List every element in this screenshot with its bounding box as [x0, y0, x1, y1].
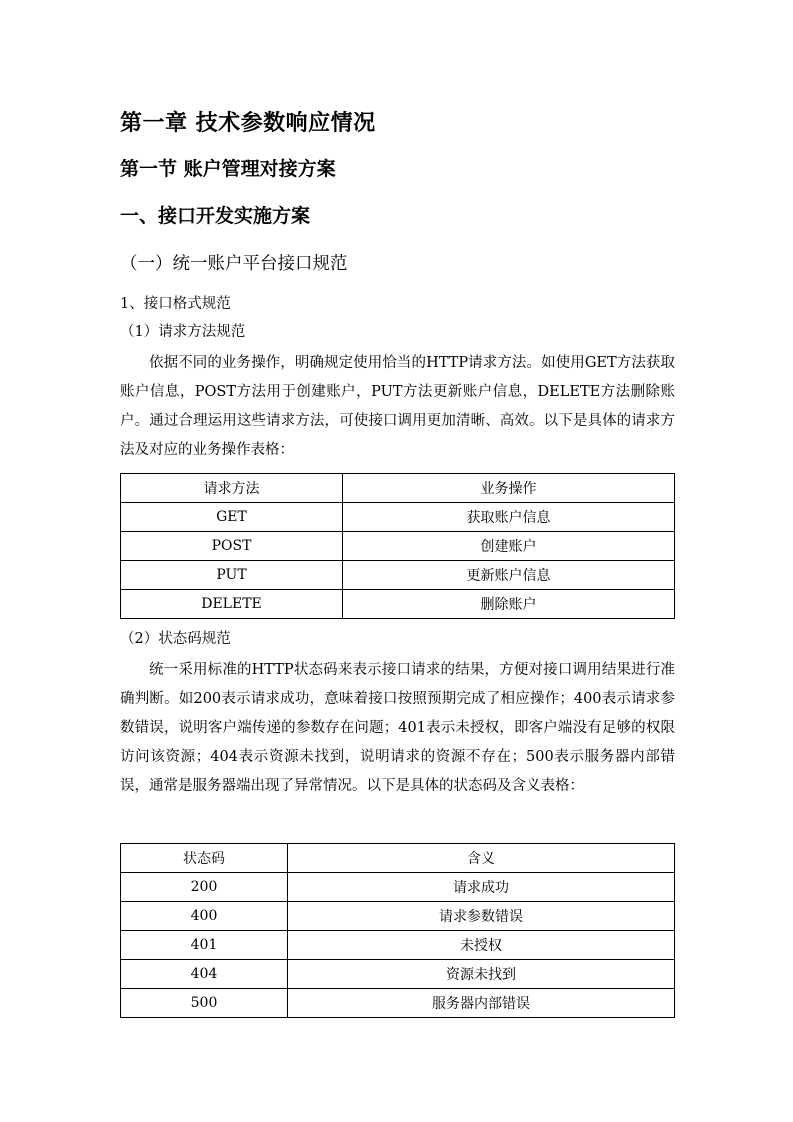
request-method-paragraph: 依据不同的业务操作，明确规定使用恰当的HTTP请求方法。如使用GET方法获取账户信息，POST方法用于创建账户，PUT方法更新账户信息，DELETE方法删除账户。通过合理运用这些请求方法，可使接口调用更加清晰、高效。以下是具体的请求方法及对应的业务操作表格： — [120, 355, 675, 458]
table-header-cell: 请求方法 — [121, 474, 343, 503]
table-row — [121, 931, 675, 960]
table-row — [121, 532, 675, 561]
status-code-heading: （2）状态码规范 — [120, 631, 231, 647]
table-row — [121, 873, 675, 902]
table-cell: 服务器内部错误 — [288, 989, 675, 1018]
subsection-title: 一、接口开发实施方案 — [120, 205, 311, 227]
table-cell: 404 — [121, 960, 288, 989]
table-cell: 401 — [121, 931, 288, 960]
table-cell: GET — [121, 503, 343, 532]
table-cell: 创建账户 — [343, 532, 675, 561]
request-method-table — [120, 473, 675, 619]
table-header-cell: 含义 — [288, 844, 675, 873]
table-row — [121, 989, 675, 1018]
table-row — [121, 960, 675, 989]
table-cell: 删除账户 — [343, 590, 675, 619]
table-cell: DELETE — [121, 590, 343, 619]
table-cell: 未授权 — [288, 931, 675, 960]
table-row — [121, 561, 675, 590]
status-code-paragraph: 统一采用标准的HTTP状态码来表示接口请求的结果，方便对接口调用结果进行准确判断。如200表示请求成功，意味着接口按照预期完成了相应操作；400表示请求参数错误，说明客户端传递的参数存在问题；401表示未授权，即客户端没有足够的权限访问该资源；404表示资源未找到，说明请求的资源不存在；500表示服务器内部错误，通常是服务器端出现了异常情况。以下是具体的状态码及含义表格： — [120, 662, 675, 794]
table-cell: 请求参数错误 — [288, 902, 675, 931]
table-row — [121, 503, 675, 532]
table-cell: PUT — [121, 561, 343, 590]
table-cell: 200 — [121, 873, 288, 902]
status-code-table — [120, 843, 675, 1018]
subsubsection-title: （一）统一账户平台接口规范 — [120, 254, 348, 274]
table-row — [121, 902, 675, 931]
table-cell: 更新账户信息 — [343, 561, 675, 590]
table-header-cell: 业务操作 — [343, 474, 675, 503]
table-header-row — [121, 474, 675, 503]
chapter-title: 第一章 技术参数响应情况 — [120, 110, 376, 136]
table-row — [121, 590, 675, 619]
table-header-cell: 状态码 — [121, 844, 288, 873]
request-method-heading: （1）请求方法规范 — [120, 324, 246, 340]
table-cell: 请求成功 — [288, 873, 675, 902]
table-cell: 资源未找到 — [288, 960, 675, 989]
table-cell: 400 — [121, 902, 288, 931]
section-title: 第一节 账户管理对接方案 — [120, 158, 336, 180]
table-cell: 500 — [121, 989, 288, 1018]
item-heading: 1、接口格式规范 — [120, 296, 231, 312]
table-cell: 获取账户信息 — [343, 503, 675, 532]
table-cell: POST — [121, 532, 343, 561]
table-header-row — [121, 844, 675, 873]
